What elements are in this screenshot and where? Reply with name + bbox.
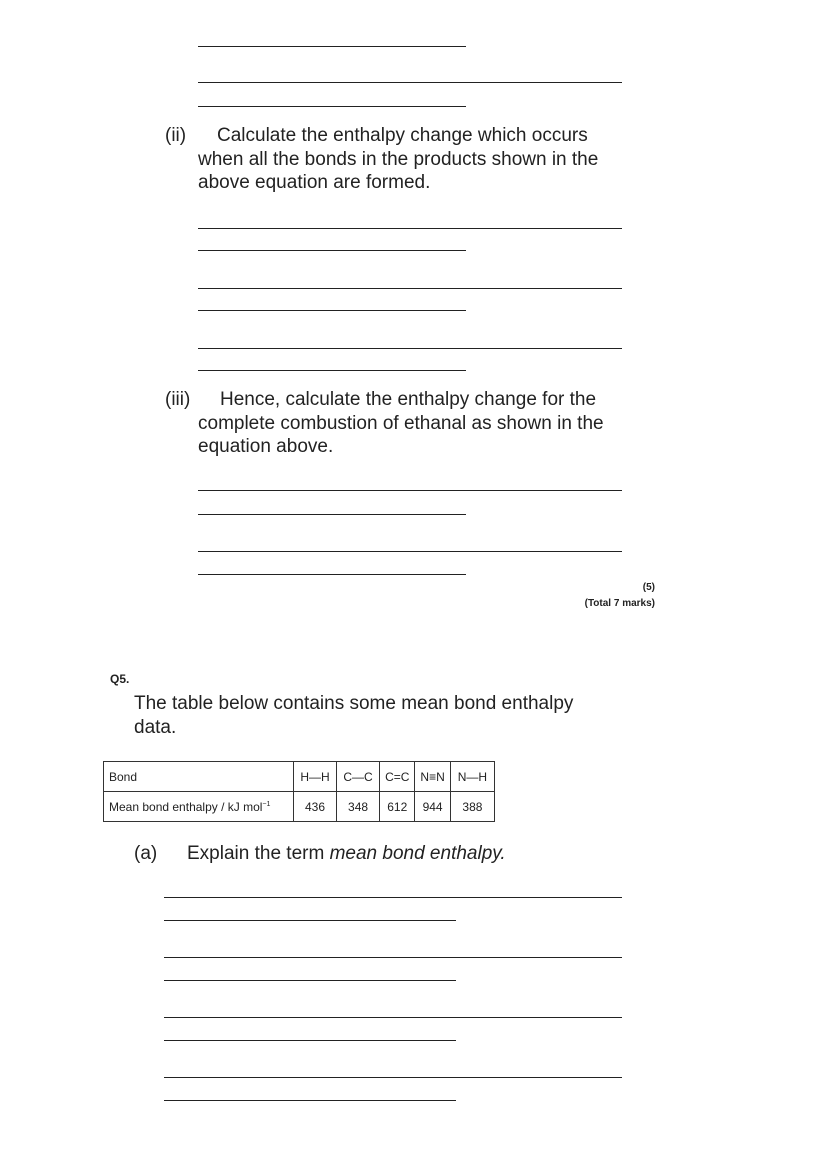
table-cell: H—H <box>294 762 337 792</box>
part-iii-number: (iii) <box>165 389 191 410</box>
table-row <box>104 762 495 792</box>
answer-line <box>198 228 622 229</box>
answer-line <box>198 514 466 515</box>
answer-line <box>198 106 466 107</box>
answer-line <box>198 288 622 289</box>
answer-line <box>164 980 456 981</box>
part-a-question <box>187 842 627 866</box>
answer-line <box>164 1040 456 1041</box>
part-a-number: (a) <box>134 843 158 864</box>
part-a-emphasis: mean bond enthalpy. <box>329 843 506 864</box>
table-cell: 612 <box>380 792 415 822</box>
table-cell: 436 <box>294 792 337 822</box>
answer-line <box>164 1100 456 1101</box>
answer-line <box>198 370 466 371</box>
row-header-text: Mean bond enthalpy / kJ mol <box>109 799 263 814</box>
table-cell: C=C <box>380 762 415 792</box>
part-iii-question: Hence, calculate the enthalpy change for the complete combustion of ethanal as shown in the equation above. <box>198 389 604 457</box>
table-cell: 388 <box>450 792 494 822</box>
answer-line <box>198 490 622 491</box>
part-a-text: Explain the term <box>187 843 330 864</box>
q5-intro: The table below contains some mean bond enthalpy data. <box>134 693 574 738</box>
total-marks: (Total 7 marks) <box>584 598 655 609</box>
unit-superscript: −1 <box>262 800 271 808</box>
table-cell: 944 <box>415 792 450 822</box>
bond-enthalpy-table <box>103 761 495 822</box>
table-cell: C—C <box>337 762 380 792</box>
answer-line <box>198 310 466 311</box>
answer-line <box>198 82 622 83</box>
answer-line <box>198 46 466 47</box>
answer-line <box>164 897 622 898</box>
part-ii-number: (ii) <box>165 125 187 146</box>
table-cell: 348 <box>337 792 380 822</box>
table-cell: N≡N <box>415 762 450 792</box>
table-cell: N—H <box>450 762 494 792</box>
answer-line <box>164 957 622 958</box>
part-marks: (5) <box>642 582 655 593</box>
answer-line <box>164 920 456 921</box>
answer-line <box>198 348 622 349</box>
answer-line <box>198 551 622 552</box>
table-row <box>104 792 495 822</box>
table-row-header <box>104 792 294 822</box>
answer-line <box>198 574 466 575</box>
part-ii-question: Calculate the enthalpy change which occurs when all the bonds in the products shown in the above equation are formed. <box>198 125 599 193</box>
question-label: Q5. <box>110 672 130 686</box>
table-row-header: Bond <box>104 762 294 792</box>
answer-line <box>164 1077 622 1078</box>
answer-line <box>164 1017 622 1018</box>
answer-line <box>198 250 466 251</box>
